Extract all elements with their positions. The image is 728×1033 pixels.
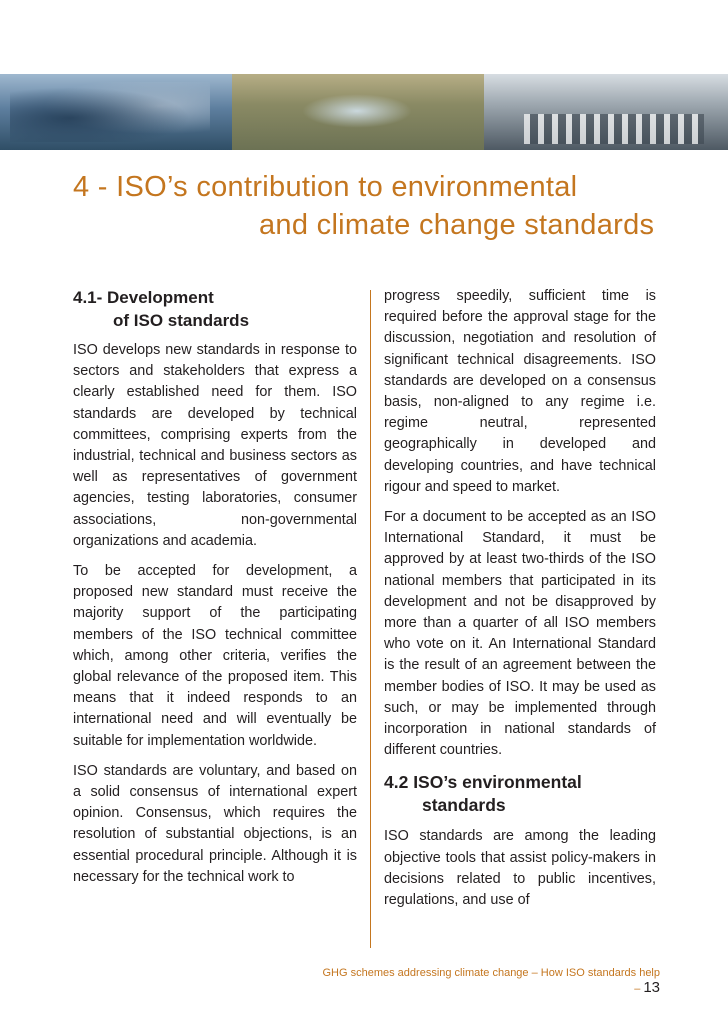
section-4-1-heading-line1: 4.1- Development	[73, 288, 214, 307]
paragraph: For a document to be accepted as an ISO International Standard, it must be approved by at least two-thirds of the ISO national members that participated in its development and not be disapproved by more than a quarter of all ISO members who vote on it. An International Standard is the result of an agreement between the member bodies of ISO. It may be used as such, or may be implemented through incorporation in national standards of different countries.	[384, 509, 656, 759]
section-4-2-heading-line2: standards	[422, 795, 506, 816]
chapter-title-line2: and climate change standards	[259, 209, 655, 241]
chapter-title-line1: 4 - ISO’s contribution to environmental	[73, 171, 578, 203]
header-photo-strip	[0, 74, 728, 150]
paragraph: ISO develops new standards in response to sectors and stakeholders that express a clearly established need for them. ISO standards are developed by technical committees, comprising experts from the industrial, technical and business sectors as well as representatives of government agencies, testing laboratories, consumer associations, non-governmental organizations and academia.	[73, 342, 357, 549]
section-4-2-heading-line1: 4.2 ISO’s environmental	[384, 772, 582, 793]
page-number: 13	[643, 979, 660, 996]
left-column	[73, 286, 357, 897]
page-footer	[320, 967, 660, 996]
header-photo-field	[232, 74, 484, 150]
paragraph: To be accepted for development, a proposed new standard must receive the majority support of the participating members of the ISO technical committee which, among other criteria, verifies the global relevance of the proposed item. This means that it indeed responds to an international need and will eventually be suitable for implementation worldwide.	[73, 563, 357, 749]
paragraph: ISO standards are among the leading objective tools that assist policy-makers in decisions related to public incentives, regulations, and use of	[384, 828, 656, 909]
header-photo-highway	[484, 74, 728, 150]
column-divider	[370, 290, 371, 948]
paragraph: ISO standards are voluntary, and based on a solid consensus of international expert opinion. Consensus, which requires the resolution of substantial objections, is an essential procedural principle. Although it is necessary for the technical work to	[73, 762, 357, 885]
right-column	[384, 286, 656, 920]
paragraph-continued: progress speedily, sufficient time is required before the approval stage for the discussion, negotiation and resolution of significant technical disagreements. ISO standards are developed on a consensus basis, non-aligned to any regime i.e. regime neutral, represented geographically in developed and developing countries, and have technical rigour and speed to market.	[384, 288, 656, 495]
section-4-2-heading	[384, 771, 656, 817]
chapter-title	[73, 168, 663, 244]
section-4-1-heading-line2: of ISO standards	[113, 311, 250, 330]
section-4-1-heading	[73, 286, 357, 332]
header-photo-coast	[0, 74, 232, 150]
footer-text: GHG schemes addressing climate change – How ISO standards help –	[322, 967, 660, 995]
